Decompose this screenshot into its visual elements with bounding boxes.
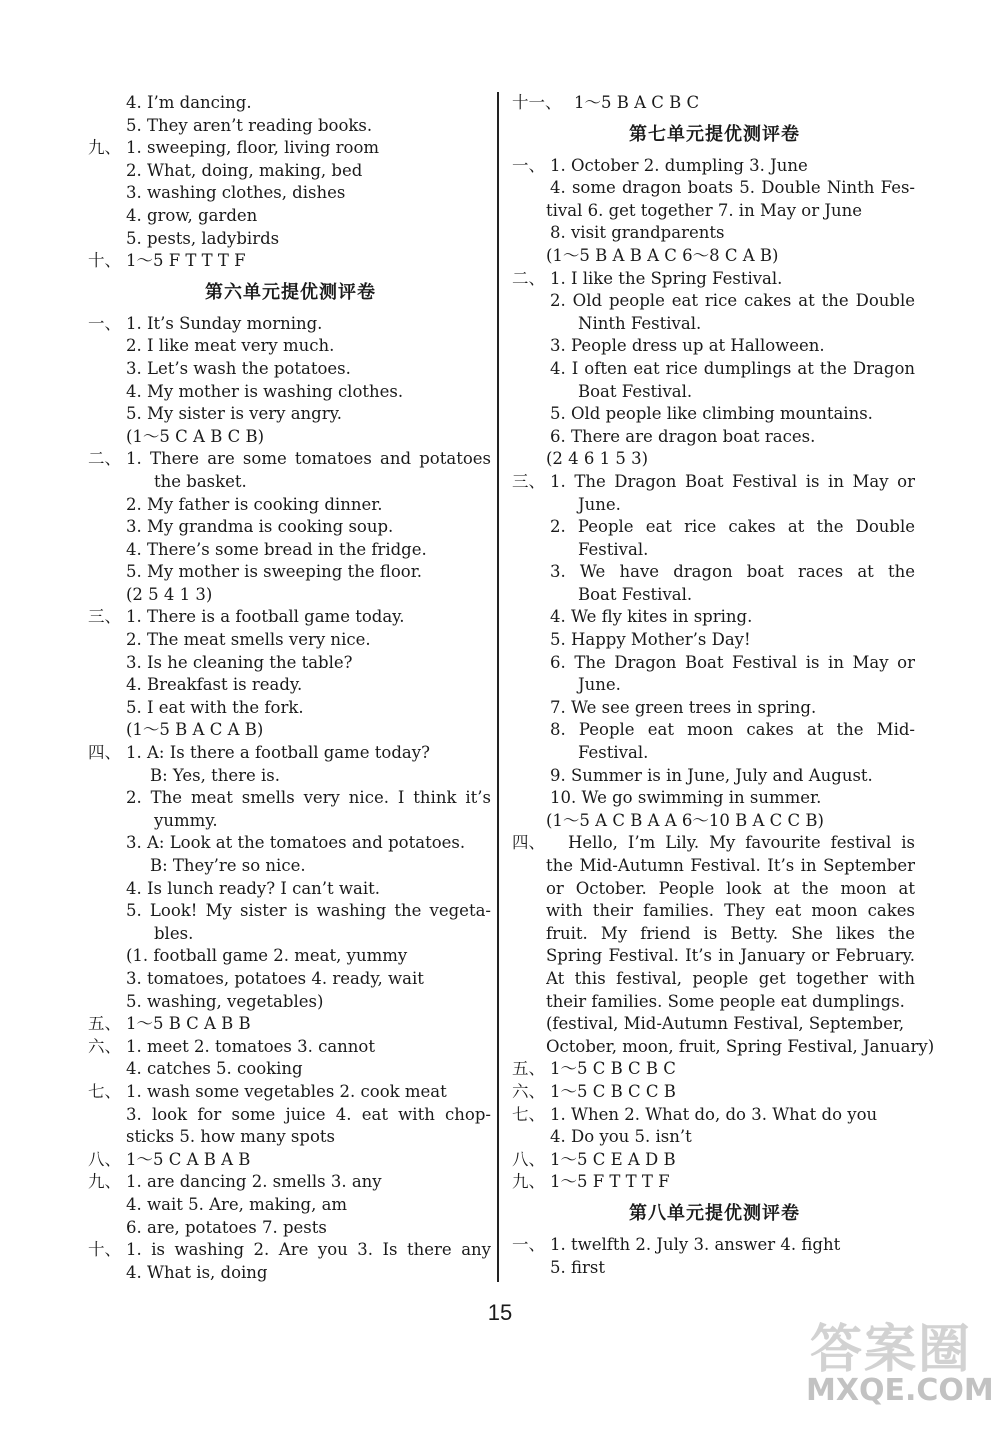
answer-line <box>512 1149 917 1172</box>
answer-line <box>88 878 493 901</box>
answer-line <box>88 923 493 946</box>
answer-line <box>512 674 917 697</box>
answer-line <box>88 900 493 923</box>
answer-text: 5. Happy Mother’s Day! <box>550 630 751 650</box>
question-number: 六、 <box>88 1036 121 1056</box>
answer-line <box>512 381 917 404</box>
question-number: 九、 <box>88 138 121 158</box>
question-number: 三、 <box>512 471 545 491</box>
answer-text: 5. washing, vegetables) <box>126 991 324 1011</box>
answer-text: (1～5 B A B A C 6～8 C A B) <box>546 245 779 265</box>
answer-line <box>512 810 917 833</box>
question-number: 二、 <box>512 268 545 288</box>
answer-text: bles. <box>154 923 194 943</box>
answer-line <box>512 832 917 855</box>
question-number: 九、 <box>512 1172 545 1192</box>
answer-line <box>512 742 917 765</box>
answer-text: 1. sweeping, floor, living room <box>126 138 380 158</box>
answer-text: 3. We have dragon boat races at the <box>550 562 915 582</box>
answer-line <box>512 268 917 291</box>
answer-line <box>88 584 493 607</box>
question-number: 十、 <box>88 251 121 271</box>
answer-line <box>512 787 917 810</box>
answer-line <box>88 358 493 381</box>
left-column <box>88 92 493 1284</box>
answer-line <box>88 1149 493 1172</box>
answer-text: (festival, Mid-Autumn Festival, September, <box>546 1014 905 1034</box>
answer-line <box>88 719 493 742</box>
answer-line <box>512 697 917 720</box>
answer-text: Hello, I’m Lily. My favourite festival is <box>568 833 915 853</box>
watermark-logo <box>802 1307 994 1417</box>
answer-text: fruit. My friend is Betty. She likes the <box>546 923 915 943</box>
answer-line <box>88 765 493 788</box>
page-number: 15 <box>487 1300 513 1325</box>
answer-text: 1～5 C B C C B <box>550 1081 676 1101</box>
question-number: 一、 <box>512 1234 545 1254</box>
answer-line <box>512 1013 917 1036</box>
answer-text: June. <box>578 675 621 695</box>
answer-text: 4. I’m dancing. <box>126 93 252 112</box>
answer-text: 2. What, doing, making, bed <box>126 160 363 180</box>
answer-text: 4. Do you 5. isn’t <box>550 1127 692 1147</box>
answer-text: 1. meet 2. tomatoes 3. cannot <box>126 1036 375 1056</box>
answer-line <box>88 250 493 273</box>
answer-text: or October. People look at the moon at <box>546 878 915 898</box>
answer-text: (1. football game 2. meat, yummy <box>126 946 408 966</box>
answer-text: 2. Old people eat rice cakes at the Double <box>550 291 915 311</box>
answer-line <box>88 1058 493 1081</box>
answer-text: 2. My father is cooking dinner. <box>126 494 383 514</box>
answer-line <box>88 1262 493 1285</box>
answer-text: 1～5 F T T T F <box>126 251 246 271</box>
answer-line <box>88 115 493 138</box>
answer-text: 3. look for some juice 4. eat with chop- <box>126 1104 491 1124</box>
question-number: 八、 <box>512 1149 545 1169</box>
answer-text: 4. some dragon boats 5. Double Ninth Fes- <box>550 178 915 198</box>
answer-text: Boat Festival. <box>578 584 693 604</box>
answer-line <box>512 923 917 946</box>
answer-line <box>88 787 493 810</box>
answer-text: 2. The meat smells very nice. <box>126 630 371 650</box>
answer-text: B: They’re so nice. <box>150 856 306 875</box>
answer-line <box>512 290 917 313</box>
answer-text: 1～5 F T T T F <box>550 1172 670 1192</box>
answer-text: 5. I eat with the fork. <box>126 697 304 717</box>
answer-line <box>88 539 493 562</box>
answer-line <box>512 539 917 562</box>
answer-line <box>512 968 917 991</box>
answer-line <box>512 878 917 901</box>
answer-text: Ninth Festival. <box>578 313 702 333</box>
answer-text: 5. My sister is very angry. <box>126 404 343 424</box>
answer-line <box>512 1257 917 1280</box>
answer-line <box>88 1013 493 1036</box>
answer-text: 3. washing clothes, dishes <box>126 183 346 203</box>
answer-line <box>512 448 917 471</box>
answer-line <box>88 426 493 449</box>
answer-text: At this festival, people get together with <box>546 968 915 988</box>
answer-line <box>88 335 493 358</box>
answer-text: 1～5 C E A D B <box>550 1149 676 1169</box>
answer-line <box>88 1081 493 1104</box>
answer-line <box>88 205 493 228</box>
answer-text: 1. There is a football game today. <box>126 607 405 627</box>
answer-line <box>88 674 493 697</box>
answer-text: 1～5 C A B A B <box>126 1149 251 1169</box>
answer-line <box>512 200 917 223</box>
watermark-chars: 答案圈 <box>810 1320 973 1380</box>
answer-line <box>88 92 493 115</box>
answer-text: the Mid-Autumn Festival. It’s in September <box>546 856 915 875</box>
section-heading: 第六单元提优测评卷 <box>205 281 376 303</box>
answer-line <box>512 471 917 494</box>
answer-line <box>88 1194 493 1217</box>
answer-text: 8. People eat moon cakes at the Mid- <box>550 720 915 740</box>
answer-text: 3. People dress up at Halloween. <box>550 336 825 356</box>
answer-line <box>512 1234 917 1257</box>
answer-text: June. <box>578 494 621 514</box>
answer-text: 6. The Dragon Boat Festival is in May or <box>550 652 915 672</box>
answer-text: 1～5 B A C B C <box>574 93 700 112</box>
answer-line <box>512 177 917 200</box>
answer-text: Boat Festival. <box>578 381 693 401</box>
answer-text: 1～5 B C A B B <box>126 1014 251 1034</box>
answer-line <box>512 1171 917 1194</box>
answer-line <box>512 335 917 358</box>
answer-line <box>512 561 917 584</box>
answer-line <box>512 313 917 336</box>
answer-line <box>512 494 917 517</box>
answer-text: 1. twelfth 2. July 3. answer 4. fight <box>550 1234 841 1254</box>
answer-text: yummy. <box>154 810 218 830</box>
answer-text: 1. wash some vegetables 2. cook meat <box>126 1081 447 1101</box>
answer-line <box>512 945 917 968</box>
answer-text: 4. I often eat rice dumplings at the Dragon <box>550 358 915 378</box>
answer-line <box>88 629 493 652</box>
answer-line <box>88 561 493 584</box>
answer-line <box>88 968 493 991</box>
answer-text: 4. My mother is washing clothes. <box>126 381 404 401</box>
question-number: 四、 <box>512 833 545 853</box>
answer-text: 1. The Dragon Boat Festival is in May or <box>550 471 915 491</box>
answer-line <box>88 742 493 765</box>
answer-text: 1. I like the Spring Festival. <box>550 268 783 288</box>
answer-line <box>512 900 917 923</box>
answer-text: Festival. <box>578 539 649 559</box>
answer-line <box>88 182 493 205</box>
answer-text: 4. grow, garden <box>126 205 258 225</box>
answer-text: 6. There are dragon boat races. <box>550 426 816 446</box>
section-heading: 第八单元提优测评卷 <box>629 1202 800 1224</box>
answer-text: with their families. They eat moon cakes <box>546 901 915 921</box>
answer-line <box>512 245 917 268</box>
answer-line <box>512 1036 935 1059</box>
column-divider <box>497 92 499 1282</box>
answer-text: tival 6. get together 7. in May or June <box>546 200 862 220</box>
answer-line <box>88 313 493 336</box>
answer-text: (2 5 4 1 3) <box>126 584 213 604</box>
answer-text: 3. Let’s wash the potatoes. <box>126 358 351 378</box>
answer-line <box>88 810 493 833</box>
answer-line <box>88 228 493 251</box>
answer-line <box>88 403 493 426</box>
answer-text: 1. When 2. What do, do 3. What do you <box>550 1104 878 1124</box>
answer-text: 2. People eat rice cakes at the Double <box>550 517 915 537</box>
answer-text: 5. first <box>550 1257 605 1277</box>
answer-text: 3. A: Look at the tomatoes and potatoes. <box>126 833 466 853</box>
answer-text: 4. Is lunch ready? I can’t wait. <box>126 878 381 898</box>
answer-text: 5. Look! My sister is washing the vegeta- <box>126 901 491 921</box>
answer-text: 3. tomatoes, potatoes 4. ready, wait <box>126 968 424 988</box>
answer-text: 3. Is he cleaning the table? <box>126 652 353 672</box>
question-number: 四、 <box>88 743 121 763</box>
question-number: 五、 <box>512 1059 545 1079</box>
answer-text: 8. visit grandparents <box>550 223 725 243</box>
answer-line <box>88 1104 493 1127</box>
answer-line <box>88 832 493 855</box>
answer-line <box>88 697 493 720</box>
answer-text: 1. is washing 2. Are you 3. Is there any <box>126 1240 491 1260</box>
answer-text: 5. My mother is sweeping the floor. <box>126 562 423 582</box>
answer-text: 1～5 C B C B C <box>550 1059 676 1079</box>
question-number: 一、 <box>88 313 121 333</box>
question-number: 二、 <box>88 449 121 469</box>
answer-text: 4. Breakfast is ready. <box>126 675 303 695</box>
question-number: 七、 <box>512 1104 545 1124</box>
answer-line <box>88 516 493 539</box>
answer-line <box>88 1217 493 1240</box>
answer-text: (1～5 B A C A B) <box>126 720 264 740</box>
answer-text: 4. What is, doing <box>126 1262 268 1282</box>
answer-line <box>512 991 917 1014</box>
answer-line <box>88 494 493 517</box>
answer-line <box>88 448 493 471</box>
answer-line <box>512 652 917 675</box>
answer-text: 10. We go swimming in summer. <box>550 788 822 808</box>
answer-text: October, moon, fruit, Spring Festival, January) <box>546 1036 935 1056</box>
answer-line <box>88 945 493 968</box>
answer-line <box>512 606 917 629</box>
answer-line <box>512 1126 917 1149</box>
answer-line <box>88 652 493 675</box>
answer-text: (1～5 A C B A A 6～10 B A C C B) <box>546 810 824 830</box>
answer-text: 1. A: Is there a football game today? <box>126 743 430 763</box>
answer-line <box>512 516 917 539</box>
answer-line <box>88 855 493 878</box>
answer-line <box>512 855 917 878</box>
answer-line <box>512 222 917 245</box>
answer-text: (1～5 C A B C B) <box>126 426 265 446</box>
answer-text: 9. Summer is in June, July and August. <box>550 765 873 785</box>
answer-line <box>88 160 493 183</box>
answer-text: sticks 5. how many spots <box>126 1127 335 1147</box>
answer-text: 6. are, potatoes 7. pests <box>126 1217 327 1237</box>
question-number: 七、 <box>88 1081 121 1101</box>
answer-text: 5. pests, ladybirds <box>126 228 280 248</box>
answer-text: 2. The meat smells very nice. I think it’s <box>126 788 491 808</box>
answer-line <box>88 1126 493 1149</box>
answer-text: 1. There are some tomatoes and potatoes <box>126 449 491 469</box>
question-number: 一、 <box>512 155 545 175</box>
answer-line <box>512 92 917 115</box>
answer-text: 4. catches 5. cooking <box>126 1059 303 1079</box>
answer-text: 4. There’s some bread in the fridge. <box>126 539 427 559</box>
answer-text: 2. I like meat very much. <box>126 336 335 356</box>
answer-line <box>512 629 917 652</box>
answer-text: 4. wait 5. Are, making, am <box>126 1194 348 1214</box>
answer-text: 5. Old people like climbing mountains. <box>550 404 873 424</box>
answer-line <box>512 403 917 426</box>
question-number: 六、 <box>512 1081 545 1101</box>
answer-line <box>88 606 493 629</box>
answer-line <box>88 1239 493 1262</box>
answer-line <box>88 1171 493 1194</box>
answer-text: (2 4 6 1 5 3) <box>546 449 649 469</box>
question-number: 十、 <box>88 1240 121 1260</box>
answer-line <box>88 991 493 1014</box>
answer-text: 5. They aren’t reading books. <box>126 115 373 135</box>
answer-line <box>512 1058 917 1081</box>
answer-text: 4. We fly kites in spring. <box>550 607 753 627</box>
answer-line <box>512 155 917 178</box>
answer-text: Spring Festival. It’s in January or February. <box>546 946 915 966</box>
answer-text: 1. are dancing 2. smells 3. any <box>126 1172 382 1192</box>
question-number: 五、 <box>88 1014 121 1034</box>
answer-line <box>512 426 917 449</box>
answer-text: Festival. <box>578 743 649 763</box>
answer-line <box>512 719 917 742</box>
watermark-url: MXQE.COM <box>806 1373 994 1408</box>
answer-text: 1. It’s Sunday morning. <box>126 313 323 333</box>
section-heading: 第七单元提优测评卷 <box>629 123 800 145</box>
answer-line <box>88 381 493 404</box>
answer-text: 3. My grandma is cooking soup. <box>126 517 394 537</box>
question-number: 十一、 <box>512 93 562 112</box>
answer-line <box>88 471 493 494</box>
answer-text: 7. We see green trees in spring. <box>550 697 817 717</box>
answer-text: 1. October 2. dumpling 3. June <box>550 155 808 175</box>
answer-text: B: Yes, there is. <box>150 765 281 785</box>
answer-line <box>512 1104 917 1127</box>
answer-text: their families. Some people eat dumplings. <box>546 991 905 1011</box>
answer-line <box>512 1081 917 1104</box>
question-number: 八、 <box>88 1149 121 1169</box>
answer-line <box>512 584 917 607</box>
answer-line <box>88 1036 493 1059</box>
question-number: 三、 <box>88 607 121 627</box>
question-number: 九、 <box>88 1172 121 1192</box>
answer-text: the basket. <box>154 471 247 491</box>
right-column <box>512 92 935 1279</box>
answer-line <box>512 765 917 788</box>
answer-line <box>512 358 917 381</box>
answer-line <box>88 137 493 160</box>
